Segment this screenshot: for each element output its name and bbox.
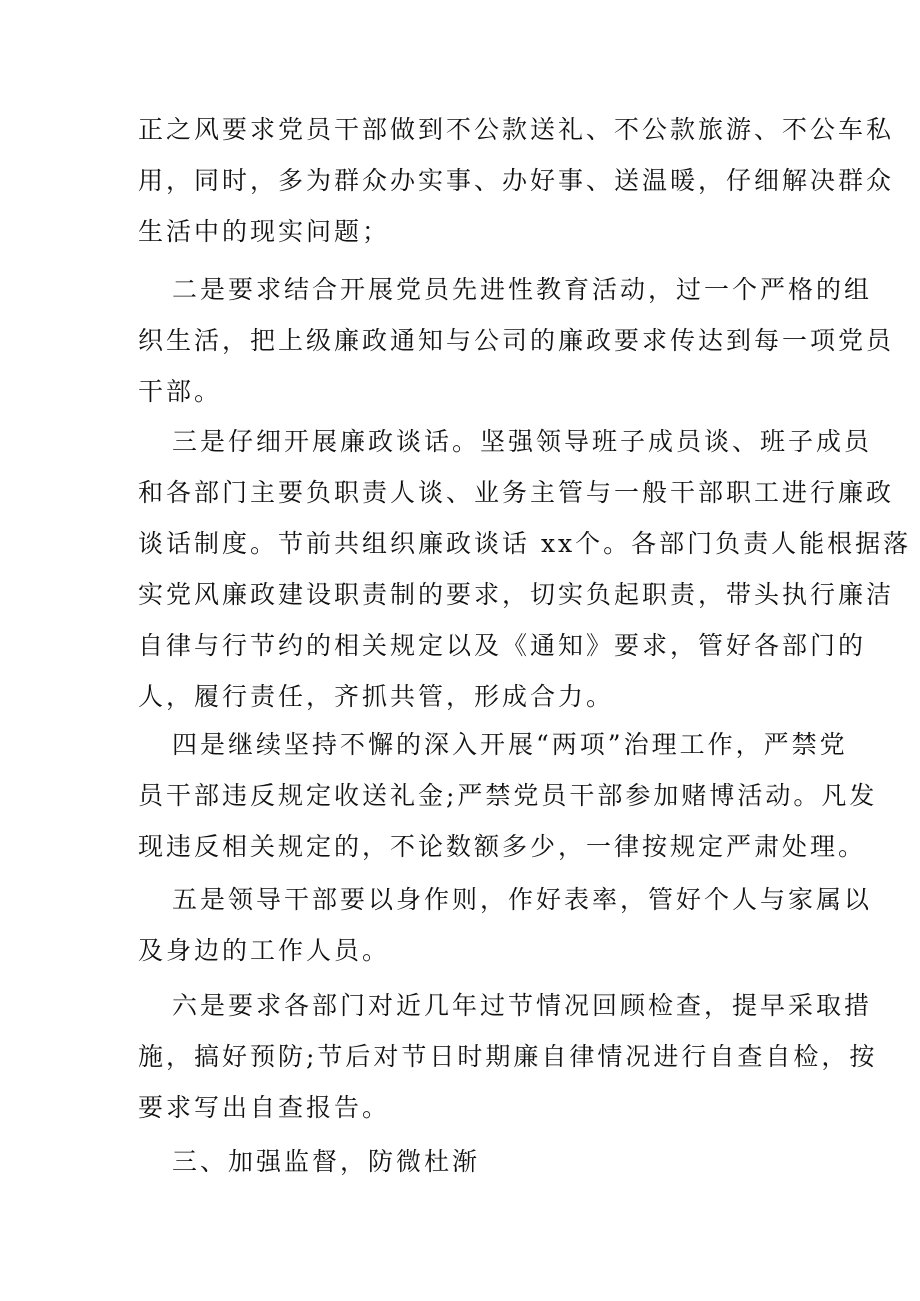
paragraph-4-line-2: 员干部违反规定收送礼金;严禁党员干部参加赌博活动。凡发 [138,781,878,810]
paragraph-5-line-2: 及身边的工作人员。 [138,936,391,965]
section-heading [138,1136,778,1187]
paragraph-1-line-2: 用，同时，多为群众办实事、办好事、送温暖，仔细解决群众 [138,166,895,195]
paragraph-6-line-3: 要求写出自查报告。 [138,1093,391,1122]
paragraph-6 [138,980,878,1133]
paragraph-3-line-3: 谈话制度。节前共组织廉政谈话 xx个。各部门负责人能根据落 [138,529,912,558]
paragraph-5 [138,874,873,976]
paragraph-3-line-2: 和各部门主要负职责人谈、业务主管与一般干部职工进行廉政 [138,478,895,507]
paragraph-1 [138,104,895,257]
paragraph-4 [138,719,878,872]
paragraph-3-line-6: 人，履行责任，齐抓共管，形成合力。 [138,682,615,711]
paragraph-1-line-3: 生活中的现实问题； [138,217,391,246]
paragraph-3-line-1: 三是仔细开展廉政谈话。坚强领导班子成员谈、班子成员 [172,427,873,456]
paragraph-2-line-1: 二是要求结合开展党员先进性教育活动，过一个严格的组 [172,275,873,304]
paragraph-2 [138,264,895,417]
paragraph-5-line-1: 五是领导干部要以身作则，作好表率，管好个人与家属以 [172,885,873,914]
paragraph-2-line-3: 干部。 [138,377,223,406]
paragraph-6-line-2: 施，搞好预防;节后对节日时期廉自律情况进行自查自检，按 [138,1042,878,1071]
paragraph-3-line-5: 自律与行节约的相关规定以及《通知》要求，管好各部门的 [138,631,867,660]
paragraph-1-line-1: 正之风要求党员干部做到不公款送礼、不公款旅游、不公车私 [138,115,895,144]
paragraph-3-line-4: 实党风廉政建设职责制的要求，切实负起职责，带头执行廉洁 [138,580,895,609]
paragraph-4-line-1: 四是继续坚持不懈的深入开展“两项”治理工作，严禁党 [172,730,848,759]
paragraph-2-line-2: 织生活，把上级廉政通知与公司的廉政要求传达到每一项党员 [138,326,895,355]
paragraph-3 [138,416,912,722]
section-heading-text: 三、加强监督，防微杜渐 [172,1147,481,1176]
paragraph-6-line-1: 六是要求各部门对近几年过节情况回顾检查，提早采取措 [172,991,873,1020]
paragraph-4-line-3: 现违反相关规定的，不论数额多少，一律按规定严肃处理。 [138,832,867,861]
